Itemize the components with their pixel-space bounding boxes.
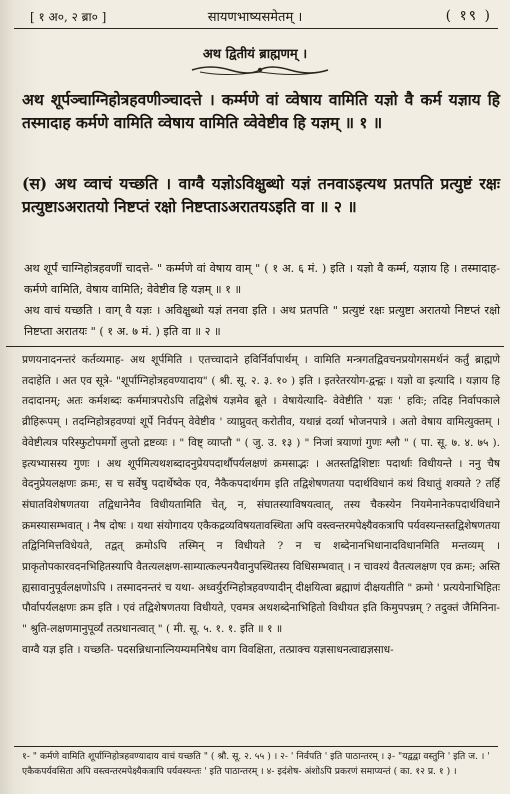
ornament-divider	[190, 62, 330, 78]
page-number: ( १९ )	[445, 8, 492, 24]
section-title: अथ द्वितीयं ब्राह्मणम् ।	[202, 47, 308, 62]
padapatha-block: अथ शूर्पं चाग्निहोत्रहवणीं चादत्ते- " कर्म्मणे वां वेषाय वाम् " ( १ अ. ६ मं. ) इति । यज्ञो वै कर्म्म, यज्ञाय हि । तस्मादाह- कर्मणे वामिति, वेषाय वामिति; वेवेष्टीव हि यज्ञम् ॥ १ ॥ अथ वाचं यच्छति । वाग् वै यज्ञः । अविक्षुब्धो यज्ञं तनवा इति । अथ प्रतपति " प्रत्युष्टं रक्षः प्रत्युष्टा अरातयो निष्टप्तं रक्षो निष्टप्ता अरातयः " ( १ अ. ७ मं. ) इति वा ॥ २ ॥	[24, 262, 500, 338]
header-section-ref: [ १ अ०, २ ब्रा० ]	[30, 10, 107, 24]
mantra-2: (स) अथ व्वाचं यच्छति । वाग्वै यज्ञोऽविक्षुब्धो यज्ञं तनवाऽइत्यथ प्रतपति प्रत्युष्टं रक्षः प्रत्युष्टाऽअरातयो निष्टप्तं रक्षो निष्टप्ताऽअरातयऽइति वा ॥ २ ॥	[22, 174, 500, 216]
bhashya-commentary: प्रणयनादनन्तरं कर्तव्यमाह- अथ शूर्पमिति । एतच्चादाने हविर्निर्वापार्थम् । वामिति मन्त्रगतद्विवचनप्रयोगसमर्थनं कर्तुं ब्राह्मणे तदाहेति । अत एव सूत्रे- "शूर्पाग्निहोत्रहवण्यादाय" ( श्री. सू. २. ३. १० ) इति । इतरेतरयोग-द्वन्द्वः । यज्ञो वा इत्यादि । यज्ञाय हि तदादानम्; अतः कर्मशब्दः कर्ममात्रपरोऽपि तद्विशेषं यज्ञमेव ब्रूते । वेषायेत्यादि- वेवेष्टीति ' यज्ञः ' हविः; तदिह निर्वापकाले व्रीहिरूपम् । तदग्निहोत्रहवण्यां शूर्पे निर्वपन् वेवेष्टीव ' व्याप्नुवत् करोतीव, यथान्नं दर्व्या भोजनपात्रे । अतो वेषाय वामित्युक्तम् । वेवेष्टीत्यत्र परिस्फुटोपमर्गो लुप्तो द्रष्टव्यः । " विष्ट् व्याप्तौ " ( जु. उ. १३ ) " निजां त्रयाणां गुणः श्लौ " ( पा. सू. ७. ४. ७५ ). इत्यभ्यासस्य गुणः । अथ शूर्पमित्यथशब्दादनुप्रेयपदार्थौपर्यलक्षणं क्रमसाद्भः । अतस्तद्विशिष्टाः पदार्थाः विधीयन्ते । ननु चैष वेदनुप्रेयलक्षणः क्रमः, स च सर्वेषु पदार्थेष्वेक एव, नैकैकपदार्थगम इति तद्विशेषणतया पदार्थविधानं कथं विधातुं शक्यते ? तर्हि संघातविशेषणतया तद्विधानेनैव विधीयतामिति चेत्, न, संघातस्याविषयत्वात्, तस्य चैकस्येन नियमेनानेकपदार्थविधाने क्रमस्यासम्भवात् । नैष दोषः । यथा संयोगादय एकैकद्रव्यविषयतावस्थिता अपि वस्त्वन्तरमपेक्ष्यैवकत्रापि पर्यवस्यन्तस्तद्विशेषणतया तद्विनिमित्तविधेयते, तद्वत् क्रमोऽपि तस्मिन् न विधीयते ? न च शब्देनानभिधानादविधानमिति मन्तव्यम् । प्राकृतोपकारवदनभिहितस्यापि वैतत्यलक्षण-साम्यात्कल्पनयैवानुपस्थितस्य विधिसम्भवात् । न चावश्यं वैतत्यलक्षण एव क्रमः; अस्ति ह्यसावानुपूर्वलक्षणोऽपि । तस्मादनन्तरं च यथा- अध्वर्युरग्निहोत्रहवण्यादीन् दीक्षयित्वा ब्रह्माणं दीक्षयतीति " क्रमो ' प्रत्ययेनाभिहितः पौर्वापर्यलक्षणः क्रम इति । एवं तद्विशेषणतया विधीयते, एवमत्र अथशब्देनाभिहितो विधीयत इति किमुपपन्नम् ? तदुक्तं जैमिनिना- " श्रुति-लक्षणमानुपूर्व्यं तत्प्रधानत्वात् " ( मी. सू. ५. १. १. इति ॥ १ ॥ वाग्वै यज्ञ इति । यच्छति- पदसन्निधानात्नियम्यमनिषेध वाग विवक्षिता, तत्प्राक्च यज्ञसाधनत्वाद्यज्ञसाध-	[22, 354, 500, 656]
section-rule	[6, 346, 504, 347]
footnotes: १- " कर्मणे वामिति शूर्पाग्निहोत्रहवण्यादाय वाचं यच्छति " ( श्रौ. सू. २. ५५ ) । २- ' निर्वपति ' इति पाठान्तरम् । ३- "यद्वद्वा वस्तुनि ' इति ज. । ' एकैकपर्यवसिता अपि वस्त्वन्तरमपेक्ष्यैकत्रापि पर्यवस्यन्तः ' इति पाठान्तरम् । ४- इदंशेष- अंशोऽपि प्रकरणं समाप्यन्तं ( का. १२ प्र. १ ) ।	[22, 751, 490, 777]
footnote-rule	[14, 746, 498, 747]
header-book-title: सायणभाष्यसमेतम् ।	[207, 10, 303, 25]
mantra-1: अथ शूर्पञ्चाग्निहोत्रहवणीञ्चादत्ते । कर्म्मणे वां व्वेषाय वामिति यज्ञो वै कर्म यज्ञाय हि तस्मादाह कर्मणे वामिति व्वेषाय वामिति व्वेवेष्टीव हि यज्ञम् ॥ १ ॥	[22, 90, 500, 132]
header-rule	[14, 28, 498, 29]
running-header	[0, 6, 510, 26]
